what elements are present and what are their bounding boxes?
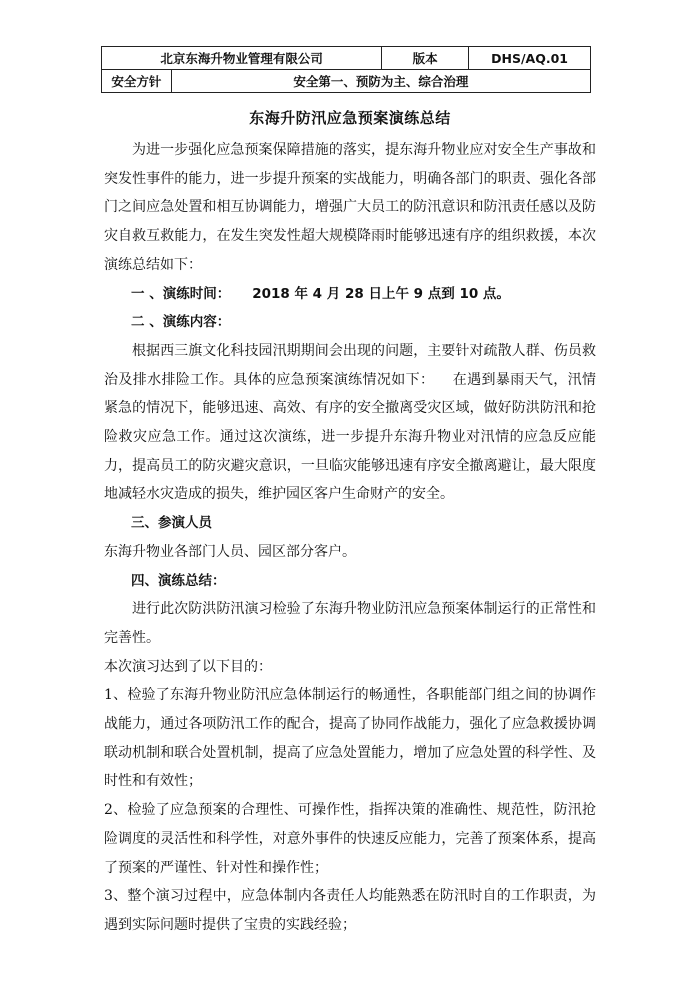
section-1-value: 2018 年 4 月 28 日上午 9 点到 10 点。 xyxy=(252,285,510,302)
section-3-text: 东海升物业各部门人员、园区部分客户。 xyxy=(104,543,356,560)
section-4-paragraph: 进行此次防洪防汛演习检验了东海升物业防汛应急预案体制运行的正常性和完善性。 xyxy=(104,601,596,646)
header-row-policy xyxy=(102,70,591,93)
intro-paragraph: 为进一步强化应急预案保障措施的落实，提东海升物业应对安全生产事故和突发性事件的能力，进一步提升预案的实战能力，明确各部门的职责、强化各部门之间应急处置和相互协调能力，增强广大员工的防汛意识和防汛责任感以及防灾自救互救能力，在发生突发性超大规模降雨时能够迅速有序的组织救援，本次演练总结如下： xyxy=(104,142,596,273)
section-2-heading: 二 、演练内容： xyxy=(131,314,231,331)
policy-value: 安全第一、预防为主、综合治理 xyxy=(171,70,590,93)
section-4-heading: 四、演练总结： xyxy=(131,572,226,589)
section-1-label: 一 、演练时间： xyxy=(131,285,231,302)
section-2-paragraph xyxy=(104,337,596,509)
section-2-text-a: 根据西三旗文化科技园汛期期间会出现的问题，主要针对疏散人群、伤员救治及排水排险工作。具体的应急预案演练情况如下： xyxy=(104,342,596,388)
section-2-text-b: 在遇到暴雨天气，汛情紧急的情况下，能够迅速、高效、有序的安全撤离受灾区域，做好防洪防汛和抢险救灾应急工作。通过这次演练，进一步提升东海升物业对汛情的应急反应能力，提高员工的防灾避灾意识，一旦临灾能够迅速有序安全撤离避让，最大限度地减轻水灾造成的损失，维护园区客户生命财产的安全。 xyxy=(104,371,597,503)
section-1-heading xyxy=(104,280,596,309)
document-title: 东海升防汛应急预案演练总结 xyxy=(249,109,451,127)
document-body xyxy=(104,136,596,940)
list-item: 2、检验了应急预案的合理性、可操作性，指挥决策的准确性、规范性，防汛抢险调度的灵活性和科学性，对意外事件的快速反应能力，完善了预案体系，提高了预案的严谨性、针对性和操作性； xyxy=(104,802,596,876)
version-label: 版本 xyxy=(382,47,469,70)
header-row-company xyxy=(102,47,591,70)
document-header-table xyxy=(101,46,591,93)
policy-label: 安全方针 xyxy=(102,70,172,93)
section-3-heading: 三、参演人员 xyxy=(131,515,212,532)
list-item: 1、检验了东海升物业防汛应急体制运行的畅通性，各职能部门组之间的协调作战能力，通过各项防汛工作的配合，提高了协同作战能力，强化了应急救援协调联动机制和联合处置机制，提高了应急处置能力，增加了应急处置的科学性、及时性和有效性； xyxy=(104,687,596,790)
version-value: DHS/AQ.01 xyxy=(469,47,591,70)
company-name: 北京东海升物业管理有限公司 xyxy=(102,47,382,70)
list-item: 3、整个演习过程中，应急体制内各责任人均能熟悉在防汛时自的工作职责，为遇到实际问题时提供了宝贵的实践经验； xyxy=(104,888,596,933)
section-4-purpose: 本次演习达到了以下目的： xyxy=(104,658,272,675)
